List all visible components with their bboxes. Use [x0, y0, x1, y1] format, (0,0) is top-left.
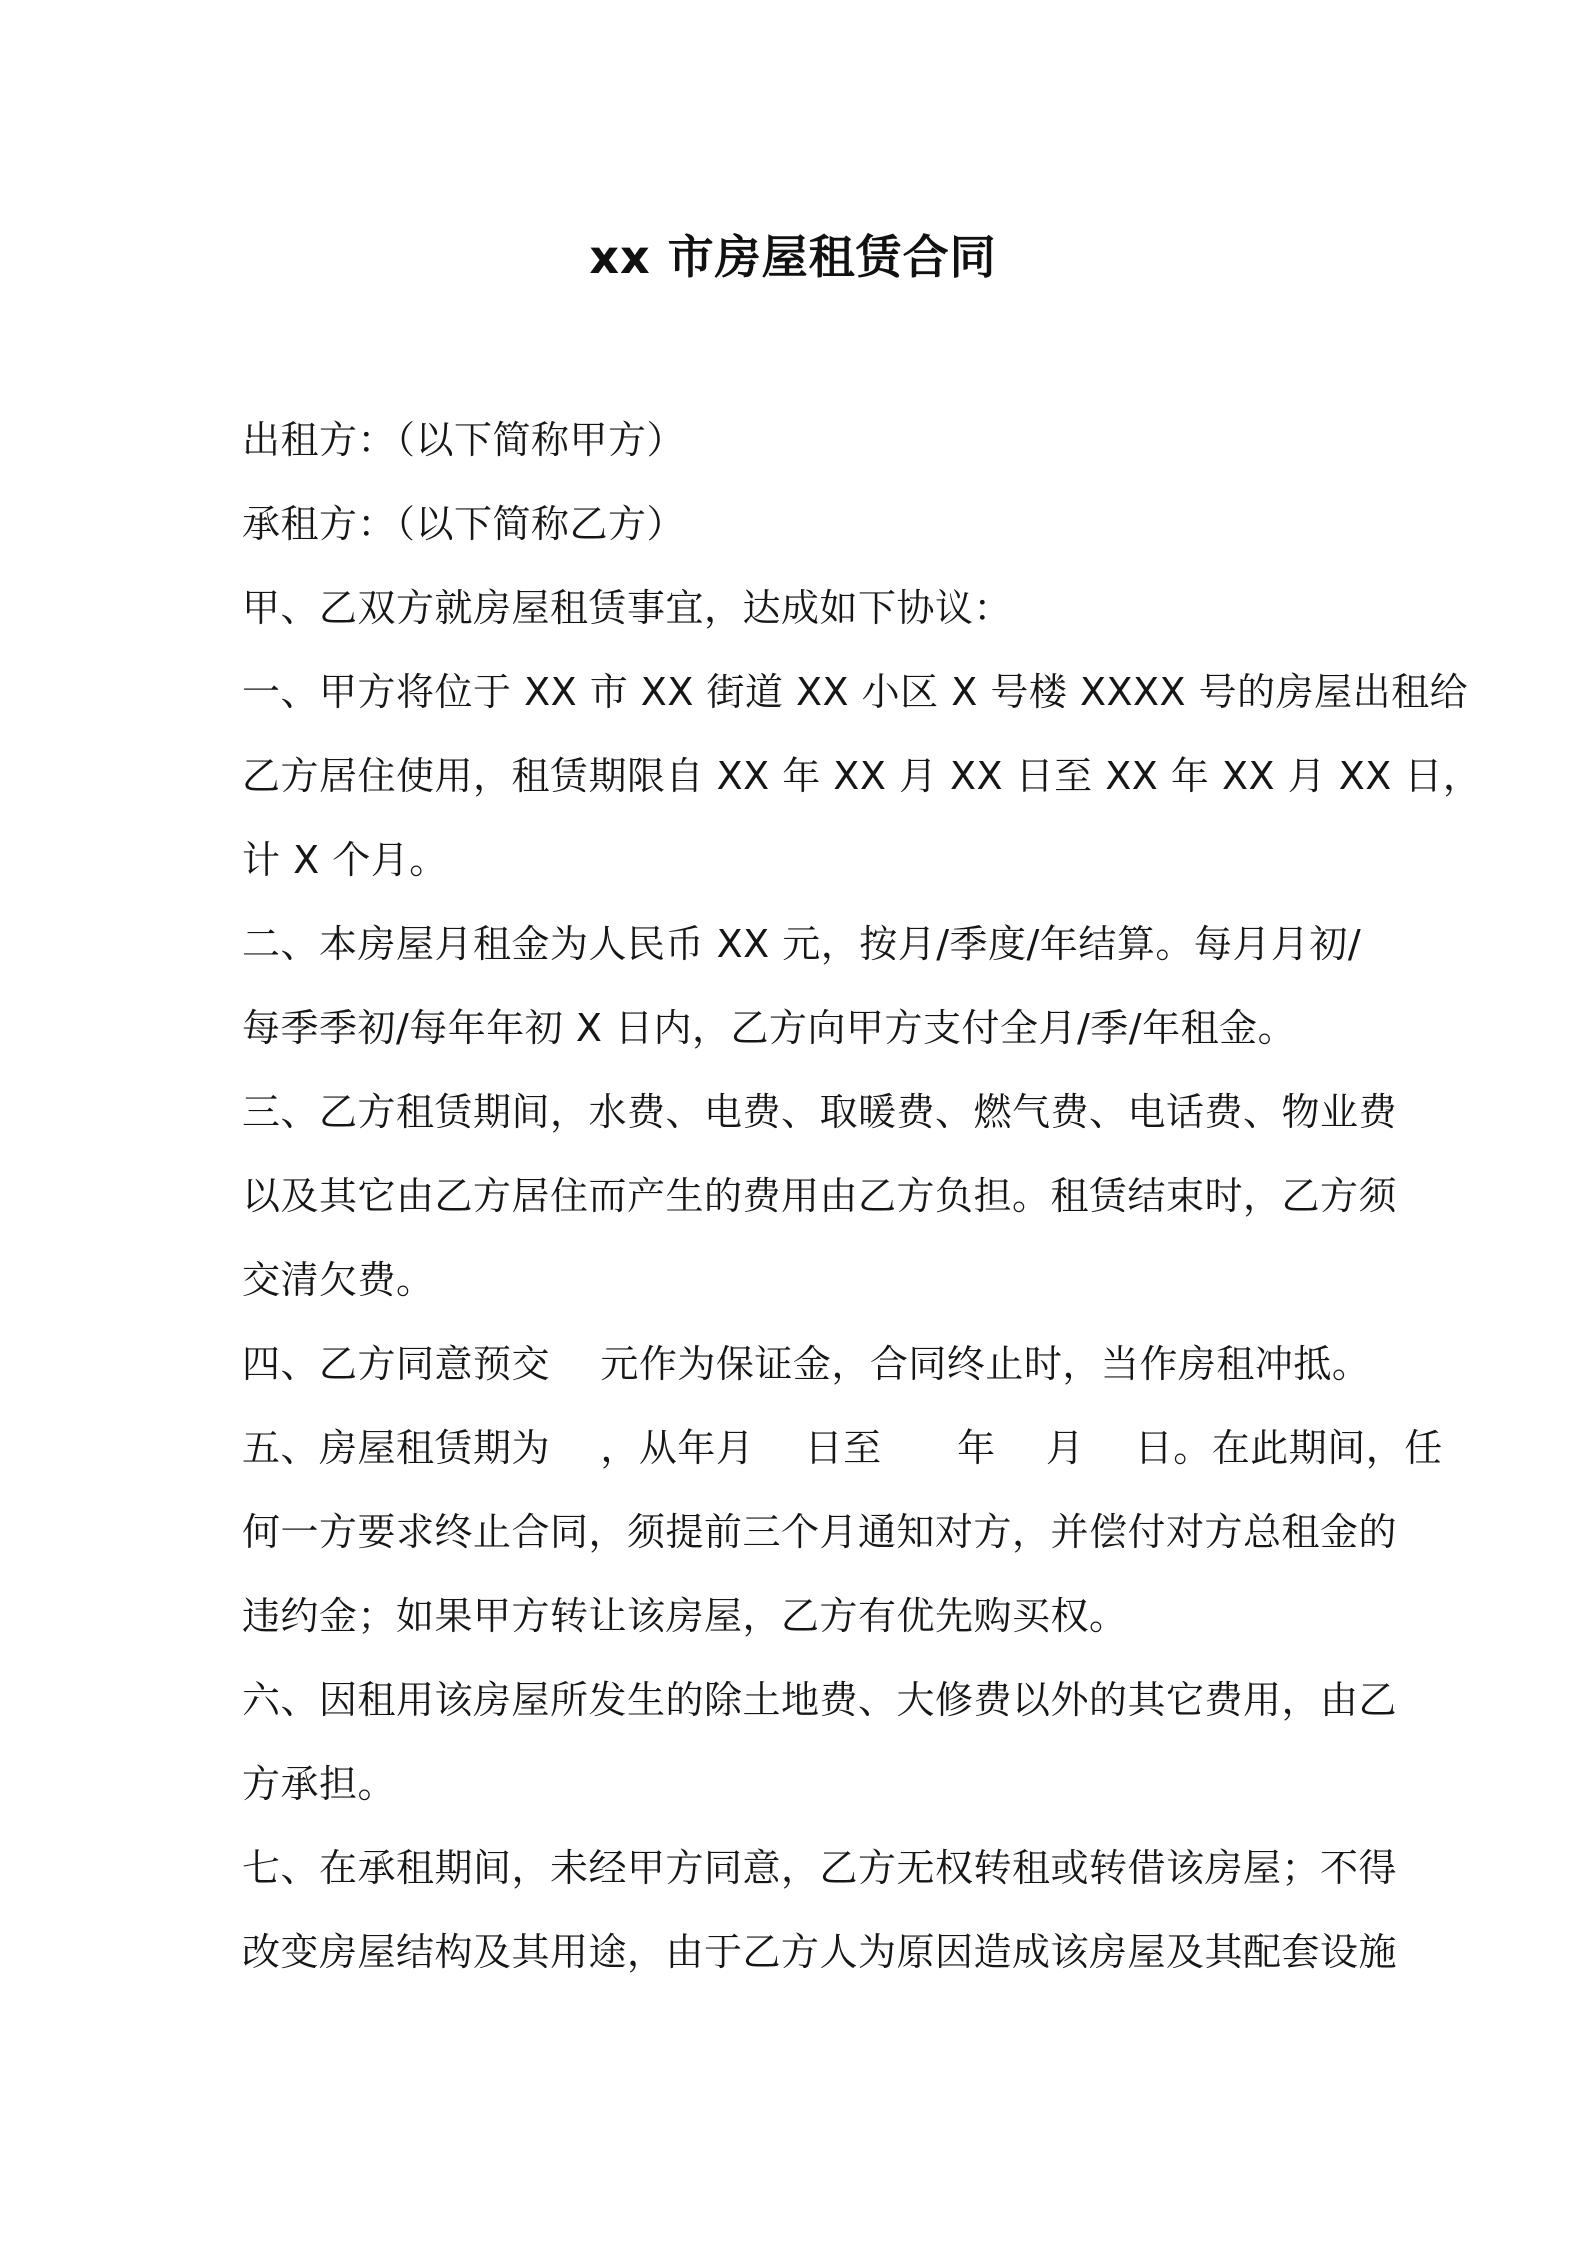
clause-2-line-1: 二、本房屋月租金为人民币 XX 元，按月/季度/年结算。每月月初/ — [242, 922, 1362, 966]
clause-1-line-1: 一、甲方将位于 XX 市 XX 街道 XX 小区 X 号楼 XXXX 号的房屋出租给 — [242, 670, 1469, 714]
party-a-line: 出租方：（以下简称甲方） — [242, 418, 686, 462]
document-body — [242, 398, 1482, 1994]
clause-3-line-2: 以及其它由乙方居住而产生的费用由乙方负担。租赁结束时，乙方须 — [242, 1174, 1398, 1218]
clause-7-line-2: 改变房屋结构及其用途，由于乙方人为原因造成该房屋及其配套设施 — [242, 1930, 1398, 1974]
clause-2-line-2: 每季季初/每年年初 X 日内，乙方向甲方支付全月/季/年租金。 — [242, 1006, 1297, 1050]
clause-5-line-1: 五、房屋租赁期为 ，从年月 日至 年 月 日。在此期间，任 — [242, 1426, 1443, 1470]
clause-5-line-2: 何一方要求终止合同，须提前三个月通知对方，并偿付对方总租金的 — [242, 1510, 1398, 1554]
clause-3-line-3: 交清欠费。 — [242, 1258, 435, 1302]
clause-1-line-2: 乙方居住使用，租赁期限自 XX 年 XX 月 XX 日至 XX 年 XX 月 XX 日， — [242, 754, 1482, 798]
clause-4-line-1: 四、乙方同意预交 元作为保证金，合同终止时，当作房租冲抵。 — [242, 1342, 1371, 1386]
party-b-line: 承租方：（以下简称乙方） — [242, 502, 686, 546]
document-title: xx 市房屋租赁合同 — [589, 230, 997, 284]
clause-6-line-2: 方承担。 — [242, 1762, 397, 1806]
clause-3-line-1: 三、乙方租赁期间，水费、电费、取暖费、燃气费、电话费、物业费 — [242, 1090, 1398, 1134]
clause-7-line-1: 七、在承租期间，未经甲方同意，乙方无权转租或转借该房屋；不得 — [242, 1846, 1398, 1890]
clause-6-line-1: 六、因租用该房屋所发生的除土地费、大修费以外的其它费用，由乙 — [242, 1678, 1398, 1722]
clause-1-line-3: 计 X 个月。 — [242, 838, 448, 882]
agreement-intro-line: 甲、乙双方就房屋租赁事宜，达成如下协议： — [242, 586, 1013, 630]
clause-5-line-3: 违约金；如果甲方转让该房屋，乙方有优先购买权。 — [242, 1594, 1128, 1638]
